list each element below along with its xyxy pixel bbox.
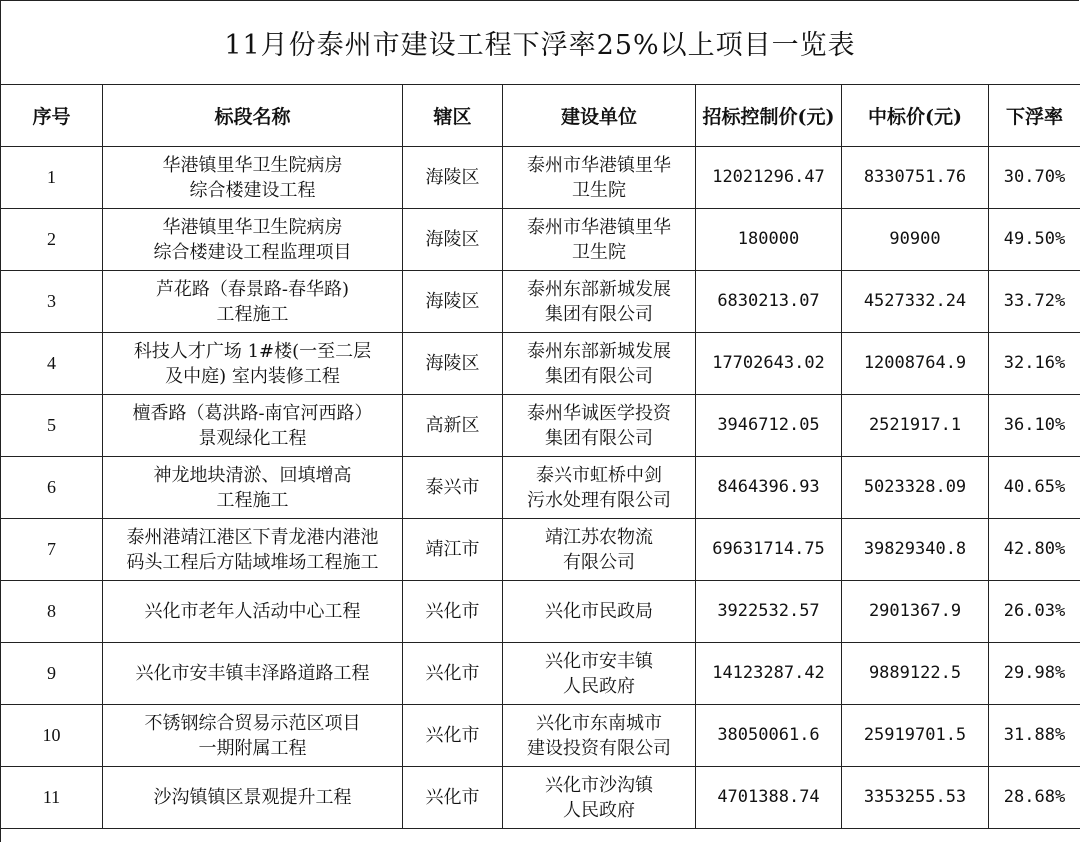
cell-seq xyxy=(1,457,103,519)
cell-discount-rate-text: 49.50% xyxy=(1003,229,1066,249)
table-row xyxy=(1,705,1080,767)
cell-name xyxy=(103,519,403,581)
cell-name-text: 工程施工 xyxy=(216,489,289,511)
cell-discount-rate-text: 26.03% xyxy=(1003,601,1066,621)
cell-seq-text: 2 xyxy=(47,229,56,249)
cell-bid-price-text: 3353255.53 xyxy=(863,787,967,807)
cell-bid-price-text: 8330751.76 xyxy=(863,167,967,187)
cell-seq-text: 1 xyxy=(47,167,56,187)
cell-unit-text: 泰兴市虹桥中剑 xyxy=(536,464,662,486)
cell-seq-text: 9 xyxy=(47,663,56,683)
cell-unit xyxy=(503,519,696,581)
cell-ceiling-price xyxy=(696,581,842,643)
cell-discount-rate xyxy=(989,147,1080,209)
cell-discount-rate xyxy=(989,209,1080,271)
cell-unit xyxy=(503,147,696,209)
cell-seq-text: 10 xyxy=(42,725,61,745)
cell-unit-text: 有限公司 xyxy=(563,551,635,573)
cell-unit-text: 泰州东部新城发展 xyxy=(527,278,671,300)
cell-discount-rate-text: 31.88% xyxy=(1003,725,1066,745)
cell-name-text: 工程施工 xyxy=(216,303,289,325)
cell-district xyxy=(403,705,503,767)
cell-ceiling-price-text: 6830213.07 xyxy=(717,291,820,311)
cell-name xyxy=(103,271,403,333)
table-row xyxy=(1,333,1080,395)
header-discount-rate: 下浮率 xyxy=(989,85,1080,147)
cell-ceiling-price xyxy=(696,457,842,519)
cell-unit-text: 集团有限公司 xyxy=(545,303,653,325)
cell-name-text: 及中庭) 室内装修工程 xyxy=(165,365,340,387)
header-bid-price: 中标价(元) xyxy=(842,85,989,147)
page-title: 11月份泰州市建设工程下浮率25%以上项目一览表 xyxy=(224,29,856,61)
cell-district xyxy=(403,333,503,395)
cell-seq-text: 11 xyxy=(42,787,61,807)
cell-district-text: 泰兴市 xyxy=(425,477,480,498)
cell-seq xyxy=(1,209,103,271)
cell-name xyxy=(103,147,403,209)
cell-name-text: 华港镇里华卫生院病房 xyxy=(162,216,343,238)
cell-name-text: 综合楼建设工程监理项目 xyxy=(153,241,352,263)
table-body xyxy=(1,147,1080,829)
cell-district-text: 海陵区 xyxy=(425,229,480,250)
cell-ceiling-price xyxy=(696,271,842,333)
cell-ceiling-price xyxy=(696,643,842,705)
cell-bid-price xyxy=(842,457,989,519)
cell-bid-price-text: 4527332.24 xyxy=(863,291,967,311)
cell-discount-rate xyxy=(989,643,1080,705)
cell-unit xyxy=(503,333,696,395)
cell-seq xyxy=(1,705,103,767)
cell-district-text: 兴化市 xyxy=(425,787,480,808)
cell-district-text: 海陵区 xyxy=(425,353,480,374)
cell-discount-rate-text: 30.70% xyxy=(1003,167,1066,187)
cell-discount-rate-text: 40.65% xyxy=(1003,477,1066,497)
cell-bid-price-text: 39829340.8 xyxy=(863,539,967,559)
cell-discount-rate-text: 33.72% xyxy=(1003,291,1066,311)
cell-unit xyxy=(503,643,696,705)
cell-name-text: 华港镇里华卫生院病房 xyxy=(162,154,343,176)
cell-bid-price-text: 25919701.5 xyxy=(863,725,967,745)
header-seq: 序号 xyxy=(1,85,103,147)
cell-name-text: 神龙地块清淤、回填增高 xyxy=(153,464,352,486)
header-district: 辖区 xyxy=(403,85,503,147)
cell-unit-text: 污水处理有限公司 xyxy=(527,489,671,511)
table-row xyxy=(1,147,1080,209)
cell-district-text: 兴化市 xyxy=(425,663,480,684)
cell-name xyxy=(103,395,403,457)
cell-unit-text: 人民政府 xyxy=(563,675,635,697)
cell-unit-text: 兴化市东南城市 xyxy=(536,712,662,734)
cell-seq-text: 6 xyxy=(47,477,56,497)
cell-name-text: 景观绿化工程 xyxy=(198,427,307,449)
cell-bid-price xyxy=(842,581,989,643)
cell-bid-price xyxy=(842,271,989,333)
cell-district xyxy=(403,457,503,519)
cell-district-text: 海陵区 xyxy=(425,167,480,188)
cell-unit xyxy=(503,581,696,643)
cell-ceiling-price-text: 3946712.05 xyxy=(717,415,820,435)
table-row xyxy=(1,643,1080,705)
cell-discount-rate xyxy=(989,519,1080,581)
cell-discount-rate xyxy=(989,457,1080,519)
cell-unit xyxy=(503,767,696,829)
cell-ceiling-price xyxy=(696,705,842,767)
cell-district-text: 海陵区 xyxy=(425,291,480,312)
cell-bid-price xyxy=(842,767,989,829)
cell-seq-text: 7 xyxy=(47,539,56,559)
cell-unit-text: 集团有限公司 xyxy=(545,365,653,387)
cell-name-text: 兴化市安丰镇丰泽路道路工程 xyxy=(135,663,370,684)
cell-discount-rate-text: 28.68% xyxy=(1003,787,1066,807)
cell-district xyxy=(403,209,503,271)
cell-bid-price-text: 5023328.09 xyxy=(863,477,967,497)
cell-ceiling-price xyxy=(696,395,842,457)
table-row xyxy=(1,209,1080,271)
cell-unit-text: 泰州华诚医学投资 xyxy=(527,402,671,424)
cell-name xyxy=(103,333,403,395)
cell-district-text: 兴化市 xyxy=(425,725,480,746)
cell-bid-price-text: 9889122.5 xyxy=(868,663,962,683)
cell-unit-text: 卫生院 xyxy=(572,179,626,201)
cell-ceiling-price-text: 17702643.02 xyxy=(712,353,825,373)
cell-unit-text: 兴化市沙沟镇 xyxy=(545,774,653,796)
cell-unit-text: 靖江苏农物流 xyxy=(545,526,653,548)
cell-ceiling-price-text: 38050061.6 xyxy=(717,725,820,745)
cell-name-text: 芦花路（春景路-春华路) xyxy=(155,278,350,300)
cell-name xyxy=(103,457,403,519)
cell-ceiling-price xyxy=(696,767,842,829)
cell-ceiling-price-text: 4701388.74 xyxy=(717,787,820,807)
cell-name-text: 兴化市老年人活动中心工程 xyxy=(144,601,361,622)
cell-discount-rate xyxy=(989,271,1080,333)
cell-discount-rate-text: 32.16% xyxy=(1003,353,1066,373)
cell-seq-text: 8 xyxy=(47,601,56,621)
cell-bid-price xyxy=(842,209,989,271)
cell-name xyxy=(103,643,403,705)
cell-seq xyxy=(1,333,103,395)
cell-bid-price-text: 2521917.1 xyxy=(868,415,962,435)
cell-name-text: 泰州港靖江港区下青龙港内港池 xyxy=(126,526,379,548)
header-row xyxy=(1,85,1080,147)
table-row xyxy=(1,457,1080,519)
cell-name xyxy=(103,767,403,829)
header-ceiling-price: 招标控制价(元) xyxy=(696,85,842,147)
cell-name-text: 不锈钢综合贸易示范区项目 xyxy=(144,712,361,734)
cell-seq-text: 3 xyxy=(47,291,56,311)
cell-ceiling-price-text: 8464396.93 xyxy=(717,477,820,497)
cell-district xyxy=(403,271,503,333)
cell-unit-text: 人民政府 xyxy=(563,799,635,821)
cell-bid-price-text: 2901367.9 xyxy=(868,601,962,621)
cell-bid-price xyxy=(842,643,989,705)
table-row xyxy=(1,519,1080,581)
cell-seq xyxy=(1,581,103,643)
cell-bid-price xyxy=(842,147,989,209)
cell-seq-text: 5 xyxy=(47,415,56,435)
cell-unit xyxy=(503,271,696,333)
cell-unit-text: 建设投资有限公司 xyxy=(527,737,671,759)
cell-ceiling-price xyxy=(696,333,842,395)
cell-unit-text: 泰州东部新城发展 xyxy=(527,340,671,362)
cell-name xyxy=(103,705,403,767)
cell-district-text: 兴化市 xyxy=(425,601,480,622)
cell-name-text: 科技人才广场 1#楼(一至二层 xyxy=(133,340,372,362)
cell-name xyxy=(103,581,403,643)
cell-bid-price xyxy=(842,333,989,395)
cell-discount-rate-text: 36.10% xyxy=(1003,415,1066,435)
cell-ceiling-price-text: 14123287.42 xyxy=(712,663,825,683)
cell-unit-text: 兴化市安丰镇 xyxy=(545,650,653,672)
cell-unit-text: 泰州市华港镇里华 xyxy=(527,216,671,238)
project-table xyxy=(0,84,1080,829)
cell-district xyxy=(403,767,503,829)
cell-name-text: 一期附属工程 xyxy=(198,737,307,759)
cell-unit xyxy=(503,209,696,271)
header-unit: 建设单位 xyxy=(503,85,696,147)
cell-ceiling-price xyxy=(696,519,842,581)
cell-name-text: 檀香路（葛洪路-南官河西路） xyxy=(132,402,373,424)
cell-seq xyxy=(1,519,103,581)
cell-district xyxy=(403,147,503,209)
table-row xyxy=(1,581,1080,643)
cell-ceiling-price xyxy=(696,209,842,271)
cell-bid-price xyxy=(842,519,989,581)
cell-name xyxy=(103,209,403,271)
cell-ceiling-price-text: 69631714.75 xyxy=(712,539,825,559)
cell-bid-price-text: 90900 xyxy=(889,229,941,249)
cell-name-text: 码头工程后方陆域堆场工程施工 xyxy=(126,551,379,573)
cell-district xyxy=(403,643,503,705)
cell-ceiling-price-text: 3922532.57 xyxy=(717,601,820,621)
cell-discount-rate xyxy=(989,333,1080,395)
cell-unit-text: 泰州市华港镇里华 xyxy=(527,154,671,176)
cell-unit-text: 集团有限公司 xyxy=(545,427,653,449)
cell-seq xyxy=(1,643,103,705)
cell-unit-text: 兴化市民政局 xyxy=(545,601,653,622)
cell-unit xyxy=(503,457,696,519)
cell-discount-rate xyxy=(989,767,1080,829)
cell-ceiling-price xyxy=(696,147,842,209)
cell-name-text: 沙沟镇镇区景观提升工程 xyxy=(153,787,352,808)
cell-bid-price xyxy=(842,705,989,767)
cell-discount-rate-text: 29.98% xyxy=(1003,663,1066,683)
cell-seq-text: 4 xyxy=(47,353,56,373)
cell-district xyxy=(403,581,503,643)
cell-district xyxy=(403,395,503,457)
cell-name-text: 综合楼建设工程 xyxy=(189,179,316,201)
cell-district-text: 靖江市 xyxy=(425,539,480,560)
cell-district xyxy=(403,519,503,581)
header-name: 标段名称 xyxy=(103,85,403,147)
cell-seq xyxy=(1,767,103,829)
cell-discount-rate xyxy=(989,395,1080,457)
cell-seq xyxy=(1,147,103,209)
cell-discount-rate xyxy=(989,581,1080,643)
cell-unit xyxy=(503,705,696,767)
table-row xyxy=(1,271,1080,333)
cell-ceiling-price-text: 12021296.47 xyxy=(712,167,825,187)
cell-district-text: 高新区 xyxy=(425,415,480,436)
cell-bid-price-text: 12008764.9 xyxy=(863,353,967,373)
cell-discount-rate xyxy=(989,705,1080,767)
cell-seq xyxy=(1,271,103,333)
table-row xyxy=(1,395,1080,457)
cell-discount-rate-text: 42.80% xyxy=(1003,539,1066,559)
cell-unit xyxy=(503,395,696,457)
cell-bid-price xyxy=(842,395,989,457)
cell-unit-text: 卫生院 xyxy=(572,241,626,263)
cell-seq xyxy=(1,395,103,457)
table-row xyxy=(1,767,1080,829)
cell-ceiling-price-text: 180000 xyxy=(737,229,800,249)
